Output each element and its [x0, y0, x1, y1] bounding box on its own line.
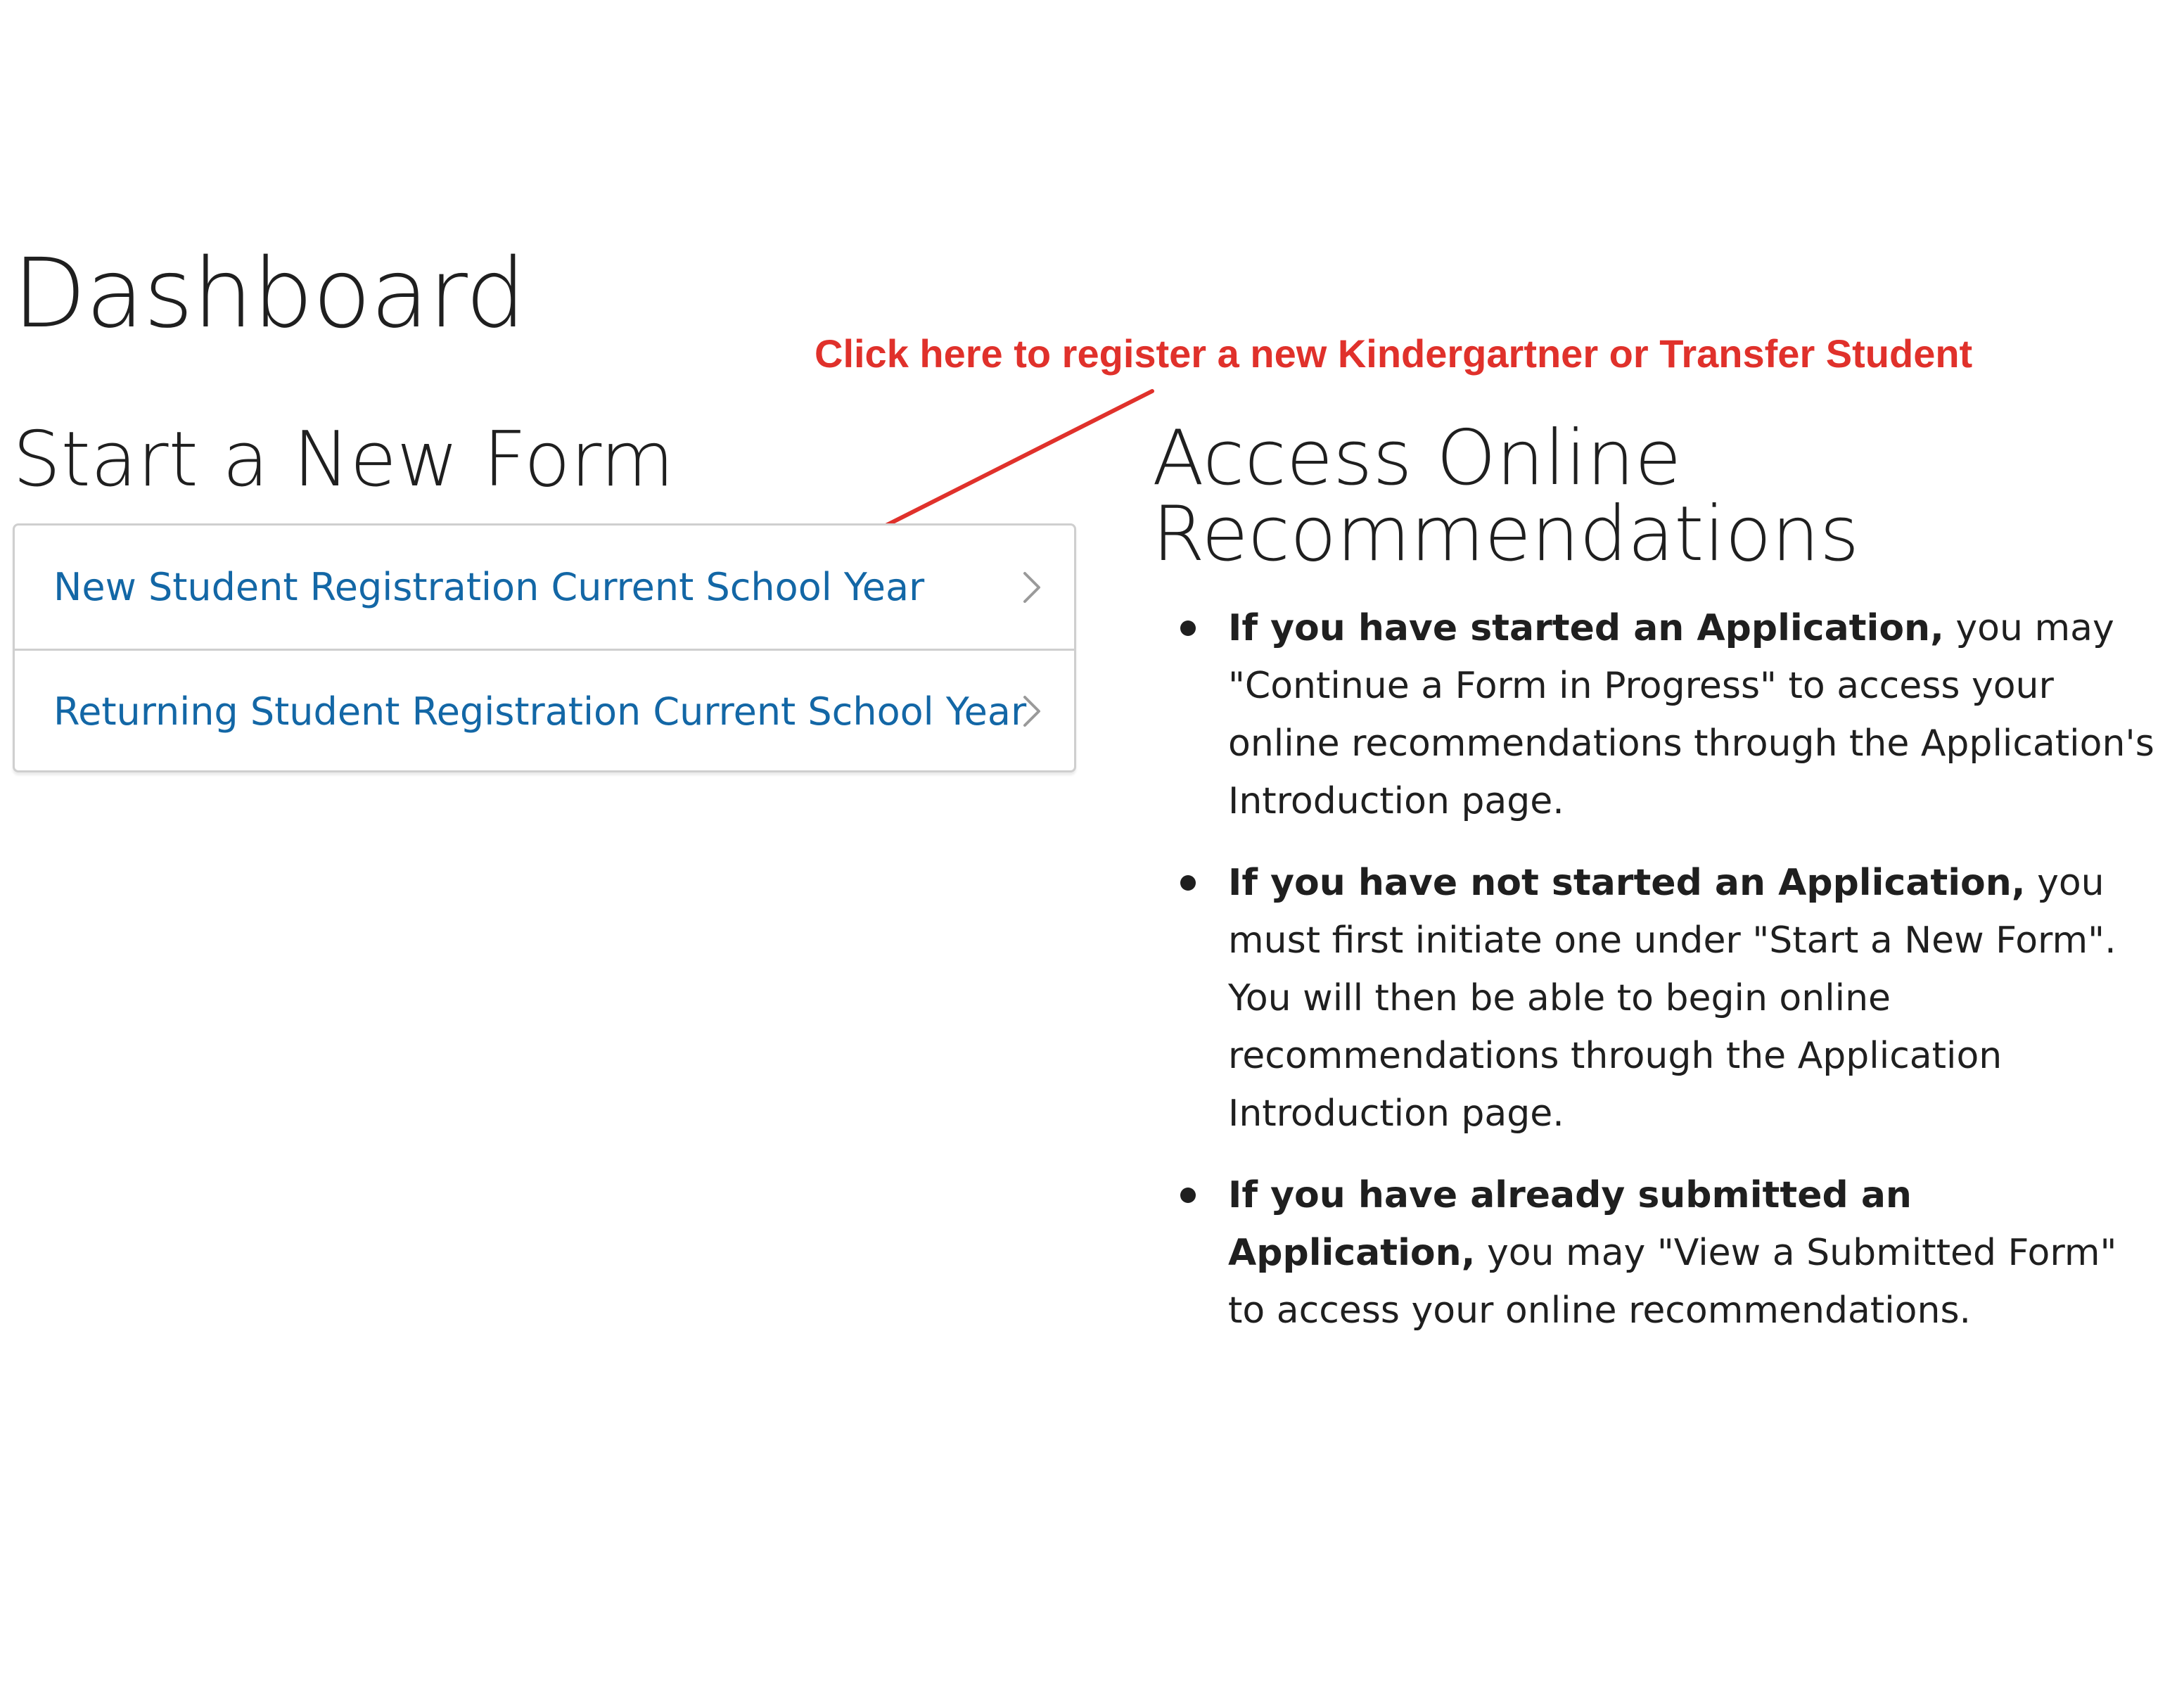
form-item-label: Returning Student Registration Current School Year — [53, 689, 1027, 734]
bullet-icon — [1180, 620, 1196, 636]
rec-text: you may "View a Submitted Form" to access your online recommendations. — [1228, 1232, 2117, 1332]
bullet-icon — [1180, 875, 1196, 891]
chevron-right-icon — [1014, 693, 1050, 730]
chevron-right-icon — [1014, 569, 1050, 606]
form-item-label: New Student Registration Current School Year — [53, 565, 925, 609]
rec-text: you may "Continue a Form in Progress" to access your online recommendations through the Application's Introduction page. — [1228, 607, 2154, 822]
list-item — [1152, 1166, 2165, 1339]
access-recommendations-title: Access Online Recommendations — [1152, 414, 1860, 578]
new-form-list — [13, 523, 1076, 772]
rec-bold-text: If you have already submitted an Application, — [1228, 1174, 1912, 1274]
new-student-registration-link[interactable] — [15, 526, 1074, 649]
recommendations-list — [1152, 599, 2165, 1363]
returning-student-registration-link[interactable] — [15, 649, 1074, 772]
annotation-callout: Click here to register a new Kindergartner or Transfer Student — [815, 331, 1973, 376]
rec-bold-text: If you have started an Application, — [1228, 607, 1944, 649]
list-item — [1152, 599, 2165, 830]
rec-bold-text: If you have not started an Application, — [1228, 862, 2026, 904]
list-item — [1152, 854, 2165, 1142]
start-new-form-title: Start a New Form — [13, 416, 675, 504]
rec-text: you must first initiate one under "Start a New Form". You will then be able to begin online recommendations through the Application Introduction page. — [1228, 862, 2116, 1135]
page-title: Dashboard — [13, 238, 525, 350]
bullet-icon — [1180, 1188, 1196, 1203]
